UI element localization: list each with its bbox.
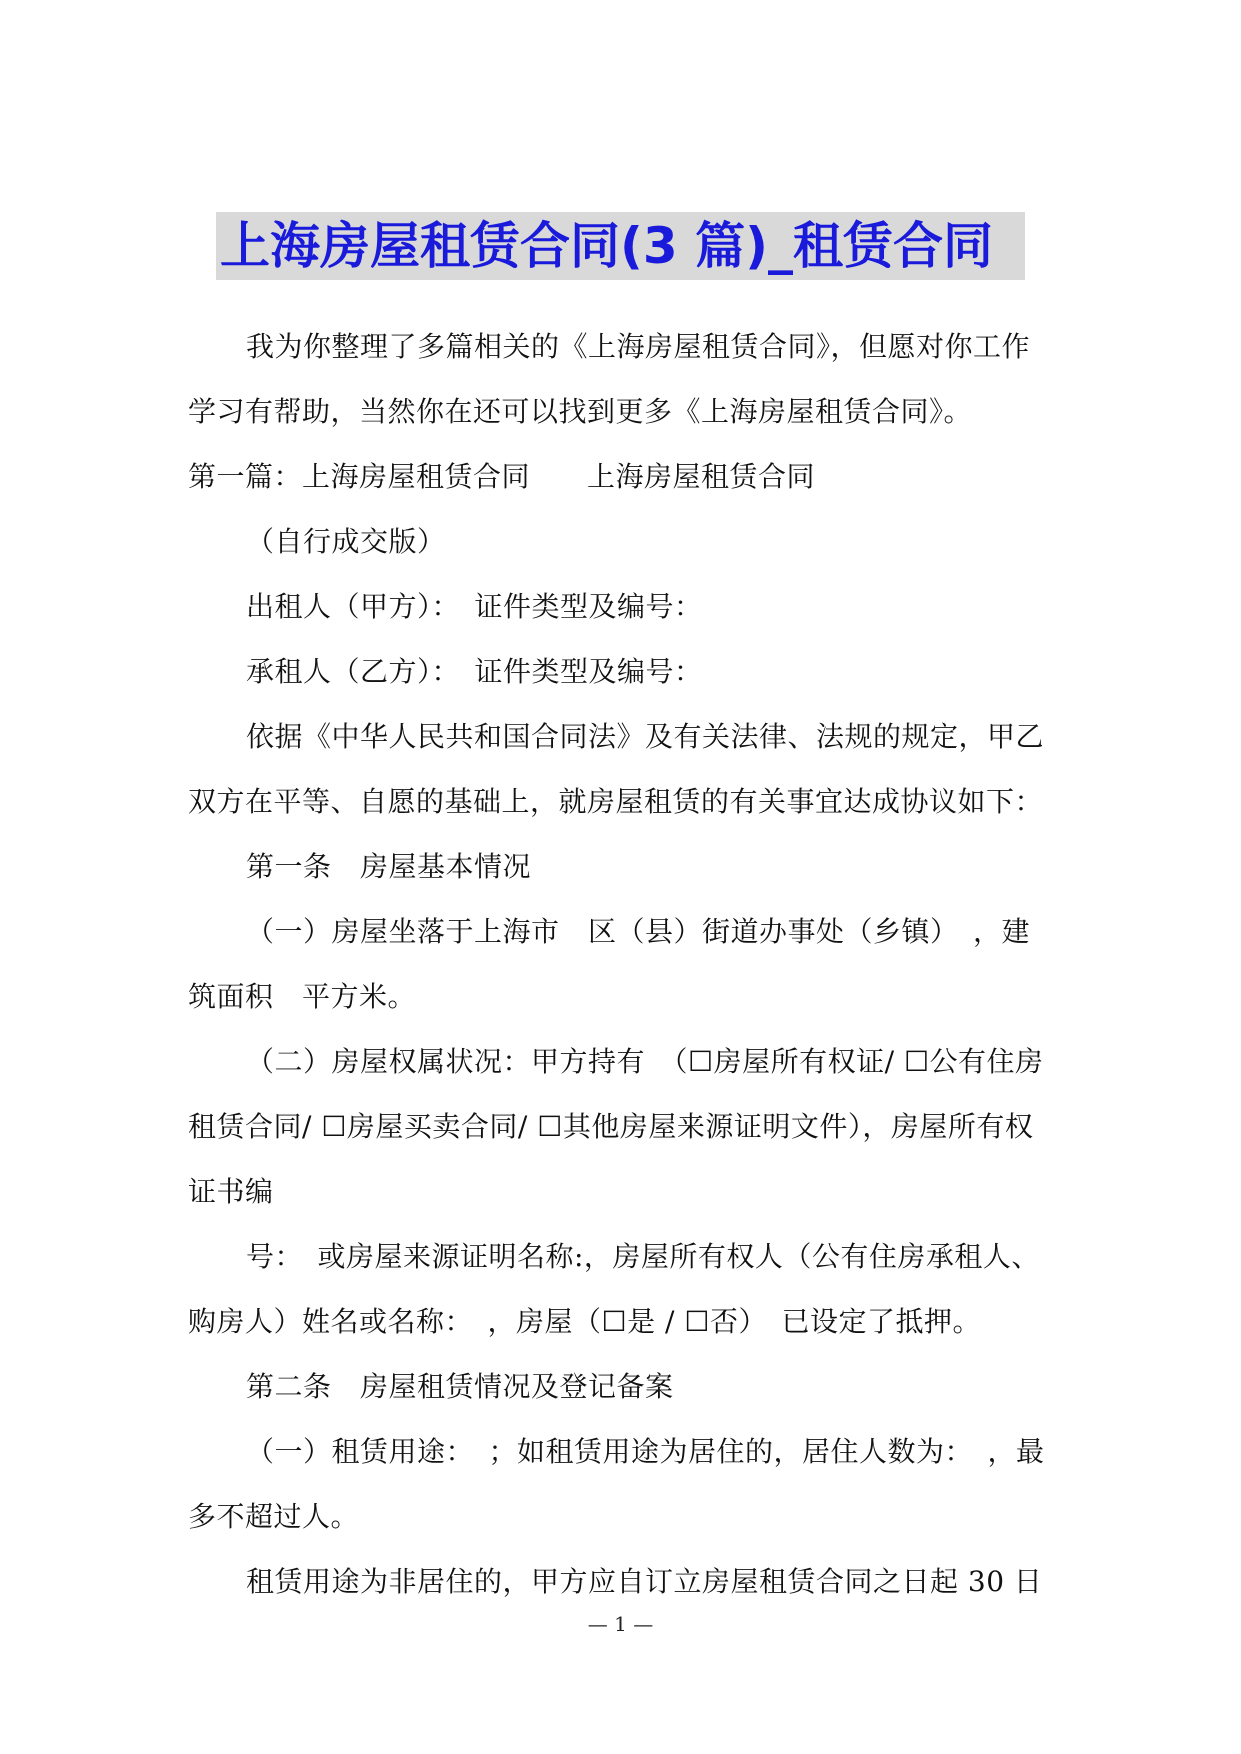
page-number: — 1 — bbox=[587, 1612, 654, 1636]
paragraph: （一）租赁用途： ；如租赁用途为居住的，居住人数为： ，最多不超过人。 bbox=[188, 1435, 1045, 1533]
paragraph: 租赁用途为非居住的，甲方应自订立房屋租赁合同之日起 30 日 bbox=[246, 1565, 1043, 1598]
paragraph: （二）房屋权属状况：甲方持有 （☐房屋所有权证/ ☐公有住房租赁合同/ ☐房屋买卖合同/ ☐其他房屋来源证明文件），房屋所有权证书编 bbox=[188, 1045, 1044, 1208]
paragraph: （一）房屋坐落于上海市 区（县）街道办事处（乡镇） ，建筑面积 平方米。 bbox=[188, 915, 1031, 1013]
paragraph: 出租人（甲方）： 证件类型及编号： bbox=[246, 590, 703, 623]
paragraph: 第一条 房屋基本情况 bbox=[246, 850, 532, 883]
document-body bbox=[188, 314, 1058, 1614]
title-container bbox=[0, 212, 1241, 280]
paragraph: 第一篇：上海房屋租赁合同 上海房屋租赁合同 bbox=[188, 460, 816, 493]
paragraph: 号： 或房屋来源证明名称:，房屋所有权人（公有住房承租人、购房人）姓名或名称： ，房屋（☐是 / ☐否） 已设定了抵押。 bbox=[188, 1240, 1040, 1338]
paragraph: 我为你整理了多篇相关的《上海房屋租赁合同》，但愿对你工作学习有帮助，当然你在还可以找到更多《上海房屋租赁合同》。 bbox=[188, 330, 1031, 428]
paragraph: （自行成交版） bbox=[246, 525, 446, 558]
paragraph: 第二条 房屋租赁情况及登记备案 bbox=[246, 1370, 674, 1403]
document-title: 上海房屋租赁合同(3 篇)_租赁合同 bbox=[216, 212, 1025, 280]
paragraph: 依据《中华人民共和国合同法》及有关法律、法规的规定，甲乙双方在平等、自愿的基础上，就房屋租赁的有关事宜达成协议如下： bbox=[188, 720, 1045, 818]
paragraph: 承租人（乙方）： 证件类型及编号： bbox=[246, 655, 703, 688]
